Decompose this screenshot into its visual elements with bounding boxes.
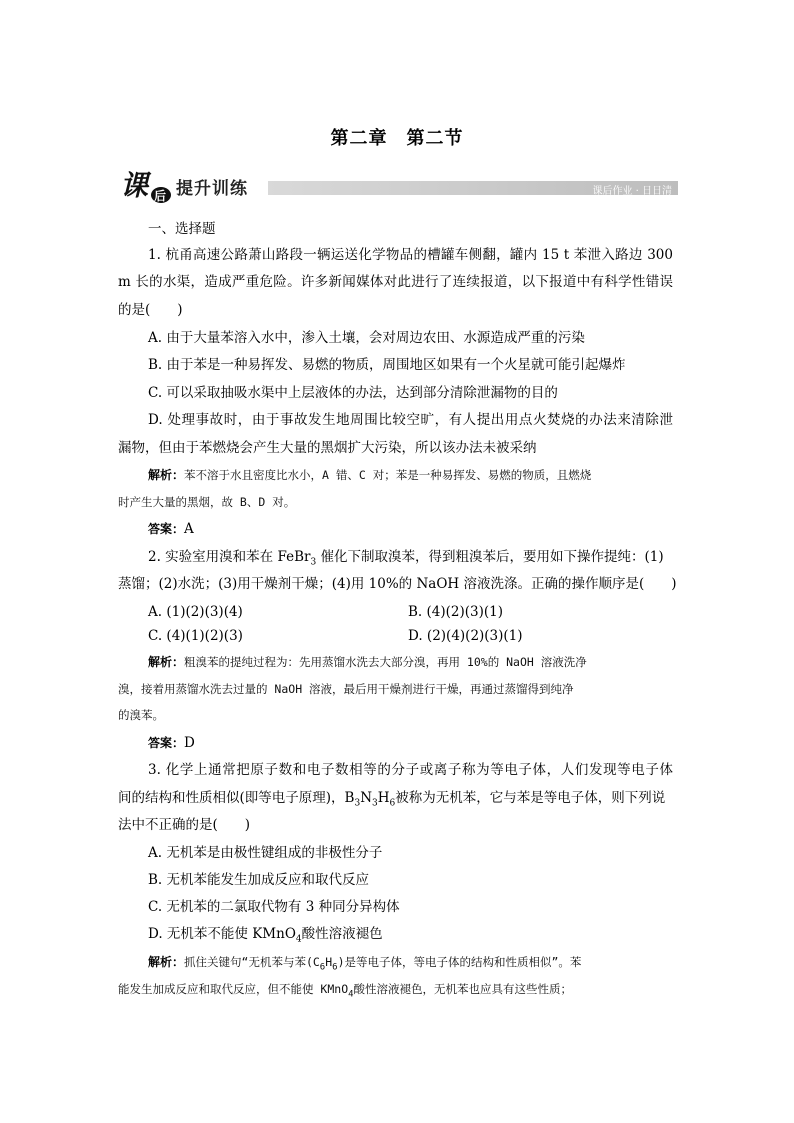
q1-option-c: C. 可以采取抽吸水渠中上层液体的办法，达到部分清除泄漏物的目的	[148, 385, 558, 401]
q3-option-d-text-a: D. 无机苯不能使 KMnO	[148, 926, 296, 942]
explanation-label: 解析：	[148, 655, 185, 669]
q3-explanation-line-1	[148, 953, 581, 971]
banner-title: 提升训练	[176, 179, 248, 199]
q2-option-b: B. (4)(2)(3)(1)	[408, 604, 503, 620]
q3-stem-sub-2: 3	[372, 798, 378, 809]
q3-explanation-text-1c: )是等电子体，等电子体的结构和性质相似”。苯	[337, 955, 582, 969]
q3-explanation-text-2a: 能发生加成反应和取代反应，但不能使 KMnO	[118, 982, 349, 996]
q3-stem-sub-3: 6	[389, 798, 396, 809]
q2-stem-sub: 3	[310, 557, 317, 568]
q1-option-d-line-1: D. 处理事故时，由于事故发生地周围比较空旷，有人提出用点火焚烧的办法来清除泄	[148, 412, 673, 428]
q3-stem-text-2b: N	[360, 790, 373, 806]
q2-stem-text-1a: 2. 实验室用溴和苯在 FeBr	[148, 549, 311, 565]
q3-option-a: A. 无机苯是由极性键组成的非极性分子	[148, 845, 383, 861]
q3-stem-text-2d: 被称为无机苯，它与苯是等电子体，则下列说	[395, 790, 666, 806]
q1-option-a: A. 由于大量苯溶入水中，渗入土壤，会对周边农田、水源造成严重的污染	[148, 330, 585, 346]
q1-answer-value: A	[184, 521, 194, 537]
q1-option-b: B. 由于苯是一种易挥发、易燃的物质，周围地区如果有一个火星就可能引起爆炸	[148, 357, 626, 373]
q3-stem-line-2	[118, 789, 665, 807]
q2-explanation-text-1: 粗溴苯的提纯过程为：先用蒸馏水洗去大部分溴，再用 10%的 NaOH 溶液洗净	[184, 655, 587, 669]
q3-explanation-sub-1: 6	[319, 962, 326, 973]
q3-explanation-sub-2: 6	[332, 962, 338, 973]
q1-explanation-line-1	[148, 466, 591, 484]
q2-explanation-line-3: 的溴苯。	[118, 708, 164, 722]
q2-stem-line-1	[148, 548, 664, 566]
q1-stem-line-3: 的是( )	[118, 302, 183, 318]
q1-answer	[148, 520, 194, 538]
q2-answer-value: D	[184, 735, 195, 751]
section-heading: 一、选择题	[148, 221, 216, 237]
q3-option-d	[148, 925, 383, 943]
answer-label: 答案：	[148, 736, 185, 750]
answer-label: 答案：	[148, 522, 185, 536]
page-title: 第二章 第二节	[330, 128, 464, 149]
q2-option-d: D. (2)(4)(2)(3)(1)	[408, 628, 523, 644]
q2-option-a: A. (1)(2)(3)(4)	[148, 604, 243, 620]
q1-stem-line-1: 1. 杭甬高速公路萧山路段一辆运送化学物品的槽罐车侧翻，罐内 15 t 苯泄入路边 300	[148, 247, 673, 263]
logo-char-ke: 课	[120, 169, 149, 202]
q3-stem-line-3: 法中不正确的是( )	[118, 817, 251, 833]
q2-option-c: C. (4)(1)(2)(3)	[148, 628, 243, 644]
q2-stem-text-1b: 催化下制取溴苯，得到粗溴苯后，要用如下操作提纯：(1)	[316, 549, 664, 565]
q3-option-b: B. 无机苯能发生加成反应和取代反应	[148, 872, 370, 888]
q1-stem-line-2: m 长的水渠，造成严重危险。许多新闻媒体对此进行了连续报道，以下报道中有科学性错误	[118, 274, 673, 290]
q3-stem-text-2c: H	[377, 790, 390, 806]
q2-stem-line-2: 蒸馏；(2)水洗；(3)用干燥剂干燥；(4)用 10%的 NaOH 溶液洗涤。正确的操作顺序是( )	[118, 576, 677, 592]
q3-explanation-text-2b: 酸性溶液褪色，无机苯也应具有这些性质；	[353, 982, 573, 996]
course-logo-icon	[118, 163, 176, 207]
q3-explanation-text-1a: 抓住关键句“无机苯与苯(C	[184, 955, 320, 969]
explanation-label: 解析：	[148, 468, 185, 482]
banner-tag: 课后作业 · 日日清	[592, 186, 672, 197]
q1-option-d-line-2: 漏物，但由于苯燃烧会产生大量的黑烟扩大污染，所以该办法未被采纳	[118, 440, 537, 456]
q2-explanation-line-1	[148, 653, 587, 671]
section-banner	[118, 163, 678, 207]
q3-stem-line-1: 3. 化学上通常把原子数和电子数相等的分子或离子称为等电子体，人们发现等电子体	[148, 762, 673, 778]
q3-option-d-sub: 4	[295, 934, 302, 945]
q3-stem-text-2a: 间的结构和性质相似(即等电子原理)，B	[118, 790, 355, 806]
q3-option-c: C. 无机苯的二氯取代物有 3 种同分异构体	[148, 899, 400, 915]
q1-explanation-line-2: 时产生大量的黑烟，故 B、D 对。	[118, 495, 296, 509]
explanation-label: 解析：	[148, 955, 185, 969]
q2-answer	[148, 734, 195, 752]
logo-char-hou: 后	[154, 189, 167, 203]
q3-explanation-sub-3: 4	[348, 989, 354, 1000]
q3-option-d-text-b: 酸性溶液褪色	[301, 926, 383, 942]
q3-explanation-line-2	[118, 980, 572, 998]
q3-explanation-text-1b: H	[325, 955, 333, 969]
q2-explanation-line-2: 溴，接着用蒸馏水洗去过量的 NaOH 溶液，最后用干燥剂进行干燥，再通过蒸馏得到纯净	[118, 682, 574, 696]
q3-stem-sub-1: 3	[354, 798, 361, 809]
q1-explanation-text-1: 苯不溶于水且密度比水小，A 错、C 对；苯是一种易挥发、易燃的物质，且燃烧	[184, 468, 592, 482]
